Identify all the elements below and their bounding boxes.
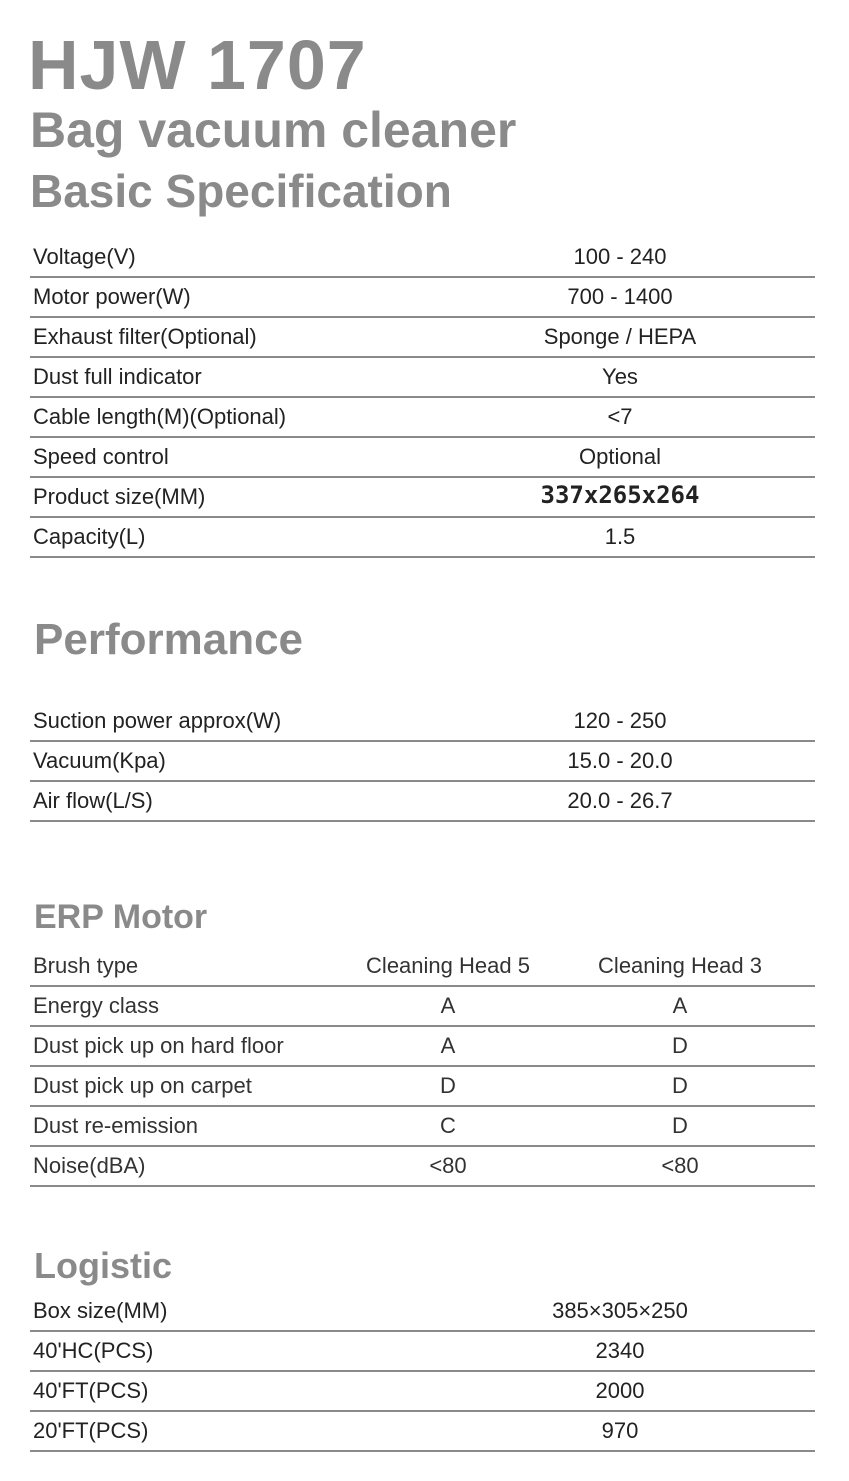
table-row (30, 238, 815, 278)
cell-head3: D (672, 1033, 688, 1058)
column-header: Cleaning Head 3 (598, 953, 762, 978)
row-value: Yes (602, 364, 638, 389)
row-value: 2340 (595, 1338, 645, 1363)
cell-head3: A (672, 993, 688, 1018)
row-label: Voltage(V) (33, 244, 136, 269)
cell-head5: D (440, 1073, 456, 1098)
row-label: 40'HC(PCS) (33, 1338, 154, 1363)
erp-motor-title: ERP Motor (34, 898, 208, 936)
performance-table (30, 702, 815, 822)
row-label: Vacuum(Kpa) (33, 748, 166, 773)
table-row (30, 1292, 815, 1332)
row-label: Dust pick up on carpet (33, 1073, 252, 1098)
column-header: Cleaning Head 5 (366, 953, 530, 978)
logistic-table (30, 1292, 815, 1452)
row-label: Product size(MM) (33, 484, 206, 509)
performance-title: Performance (34, 615, 304, 664)
row-label: 20'FT(PCS) (33, 1418, 149, 1443)
table-row (30, 318, 815, 358)
row-label: Energy class (33, 993, 159, 1018)
table-row (30, 278, 815, 318)
table-row (30, 1067, 815, 1107)
table-row (30, 702, 815, 742)
row-label: Speed control (33, 444, 169, 469)
row-label: Dust full indicator (33, 364, 202, 389)
table-row (30, 1412, 815, 1452)
row-value: 700 - 1400 (567, 284, 673, 309)
row-value: 20.0 - 26.7 (567, 788, 673, 813)
cell-head3: D (672, 1073, 688, 1098)
cell-head5: A (440, 993, 456, 1018)
table-row (30, 742, 815, 782)
row-value: 337x265x264 (540, 481, 700, 509)
model-title: HJW 1707 (28, 26, 367, 104)
table-row (30, 987, 815, 1027)
table-row (30, 1027, 815, 1067)
row-label: Capacity(L) (33, 524, 146, 549)
table-row (30, 358, 815, 398)
row-value: <7 (607, 404, 633, 429)
erp-motor-table (30, 947, 815, 1187)
logistic-title: Logistic (34, 1245, 173, 1286)
row-value: 385×305×250 (552, 1298, 688, 1323)
table-row (30, 478, 815, 518)
basic-spec-table (30, 238, 815, 558)
row-label: Noise(dBA) (33, 1153, 146, 1178)
cell-head3: D (672, 1113, 688, 1138)
table-header-row (30, 947, 815, 987)
table-row (30, 438, 815, 478)
row-label: Dust pick up on hard floor (33, 1033, 284, 1058)
cell-head5: C (440, 1113, 456, 1138)
cell-head5: A (440, 1033, 456, 1058)
table-row (30, 1332, 815, 1372)
product-title: Bag vacuum cleaner (30, 102, 517, 158)
table-row (30, 1107, 815, 1147)
row-value: 100 - 240 (573, 244, 667, 269)
row-value: 1.5 (604, 524, 636, 549)
row-label: Motor power(W) (33, 284, 191, 309)
row-label: Exhaust filter(Optional) (33, 324, 257, 349)
table-row (30, 518, 815, 558)
table-row (30, 398, 815, 438)
row-value: 15.0 - 20.0 (567, 748, 673, 773)
row-value: Sponge / HEPA (543, 324, 697, 349)
row-label: 40'FT(PCS) (33, 1378, 149, 1403)
brush-type-label: Brush type (33, 953, 139, 978)
row-value: 120 - 250 (573, 708, 667, 733)
basic-spec-title: Basic Specification (30, 165, 452, 217)
row-value: 970 (601, 1418, 639, 1443)
table-row (30, 1372, 815, 1412)
cell-head3: <80 (661, 1153, 699, 1178)
cell-head5: <80 (429, 1153, 467, 1178)
row-label: Air flow(L/S) (33, 788, 153, 813)
table-row (30, 782, 815, 822)
row-label: Cable length(M)(Optional) (33, 404, 287, 429)
table-row (30, 1147, 815, 1187)
row-value: 2000 (595, 1378, 645, 1403)
row-value: Optional (579, 444, 661, 469)
row-label: Box size(MM) (33, 1298, 168, 1323)
row-label: Dust re-emission (33, 1113, 199, 1138)
row-label: Suction power approx(W) (33, 708, 282, 733)
